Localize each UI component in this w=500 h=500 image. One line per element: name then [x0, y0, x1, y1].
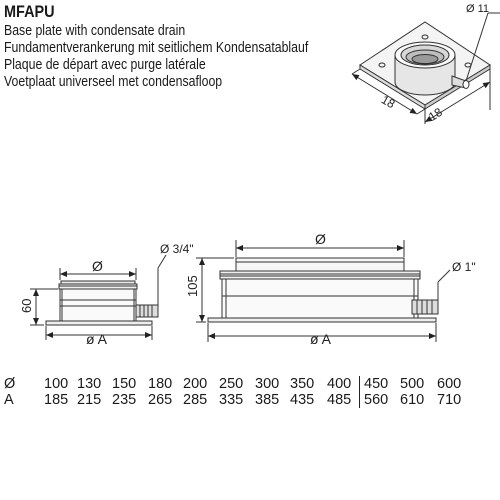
table-cell: 130 — [77, 376, 102, 392]
table-cell: 710 — [437, 392, 462, 408]
table-cell: 185 — [44, 392, 69, 408]
table-cell: 300 — [255, 376, 280, 392]
table-cell: 100 — [44, 376, 69, 392]
table-row — [4, 376, 467, 392]
description-fr: Plaque de départ avec purge latérale — [4, 56, 206, 73]
iso-dim-b: 18 — [425, 104, 445, 124]
description-nl: Voetplaat universeel met condensafloop — [4, 73, 223, 90]
row-label: Ø — [4, 376, 16, 392]
small-drain-size: Ø 3/4" — [160, 242, 194, 256]
table-cell: 350 — [290, 376, 315, 392]
row-label: A — [4, 392, 14, 408]
table-cell: 285 — [183, 392, 208, 408]
table-cell: 485 — [327, 392, 352, 408]
table-cell: 265 — [148, 392, 173, 408]
large-top-diameter: Ø — [315, 231, 326, 247]
table-cell: 435 — [290, 392, 315, 408]
table-cell: 200 — [183, 376, 208, 392]
product-code: MFAPU — [4, 2, 55, 21]
table-cell: 335 — [219, 392, 244, 408]
isometric-base-plate — [352, 13, 500, 124]
table-row — [4, 392, 467, 408]
table-cell: 600 — [437, 376, 462, 392]
large-drain-size: Ø 1" — [452, 260, 476, 274]
description-de: Fundamentverankerung mit seitlichem Kondensatablauf — [4, 39, 309, 56]
table-cell: 500 — [400, 376, 425, 392]
table-cell: 400 — [327, 376, 352, 392]
small-base-dim: ø A — [86, 331, 108, 347]
table-cell: 235 — [112, 392, 137, 408]
size-table — [4, 376, 467, 408]
large-base-dim: ø A — [310, 331, 332, 347]
table-cell: 180 — [148, 376, 173, 392]
table-cell: 250 — [219, 376, 244, 392]
table-cell: 560 — [360, 392, 401, 408]
iso-dim-a: 18 — [378, 92, 398, 112]
small-top-diameter: Ø — [92, 258, 103, 274]
large-base-plate-elevation — [196, 240, 450, 342]
small-height: 60 — [19, 298, 34, 313]
table-cell: 610 — [400, 392, 425, 408]
table-cell: 385 — [255, 392, 280, 408]
large-height: 105 — [185, 275, 200, 297]
iso-pipe-diameter: Ø 11 — [466, 3, 490, 15]
description-en: Base plate with condensate drain — [4, 22, 186, 39]
table-cell: 215 — [77, 392, 102, 408]
table-cell: 150 — [112, 376, 137, 392]
table-cell: 450 — [360, 376, 401, 392]
